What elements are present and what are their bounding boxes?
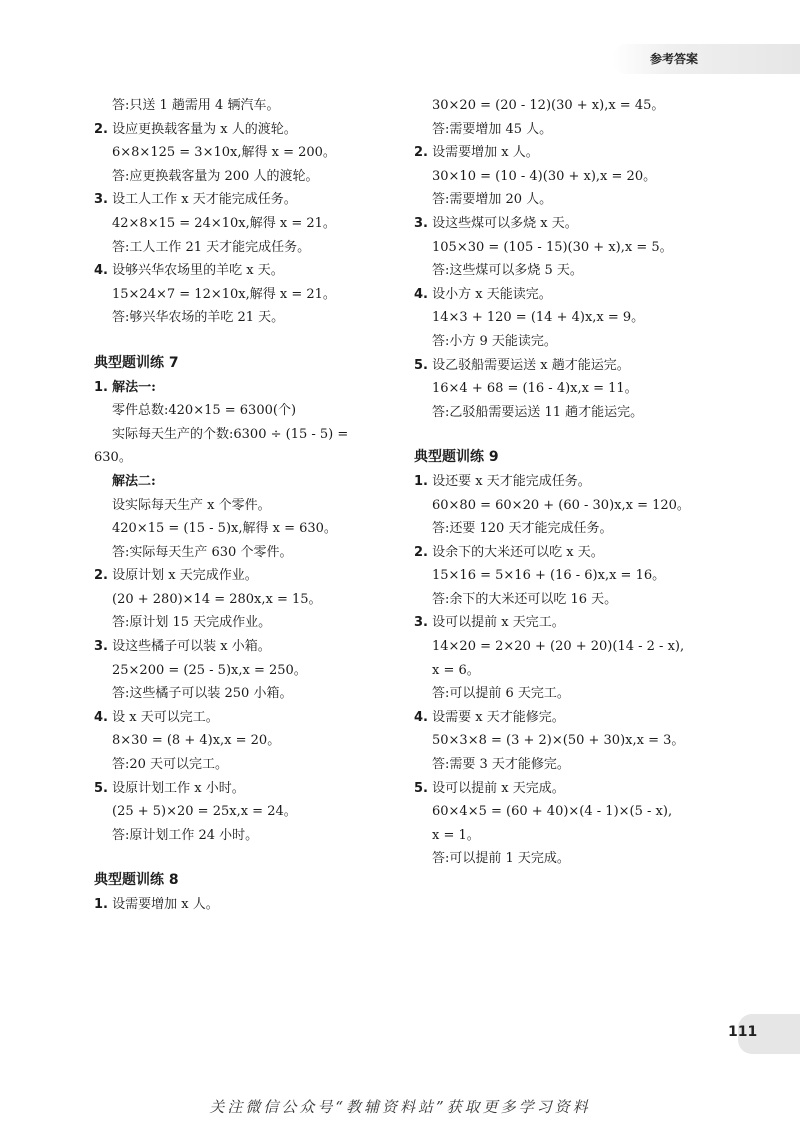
question-line: [94, 777, 434, 801]
question-line: [94, 259, 434, 283]
question-number: 3.: [414, 615, 428, 631]
answer-line: 60×4×5 = (60 + 40)×(4 - 1)×(5 - x),: [432, 804, 673, 820]
answer-line: 6×8×125 = 3×10x,解得 x = 200。: [112, 145, 336, 161]
question-text: 设乙驳船需要运送 x 趟才能运完。: [432, 357, 630, 373]
question-text: 设需要增加 x 人。: [432, 145, 539, 161]
question-text: 解法一:: [112, 379, 156, 395]
question-line: [414, 470, 754, 494]
question-line: [414, 212, 754, 236]
question-line: [94, 118, 434, 142]
answer-line: x = 6。: [432, 662, 480, 678]
answer-line: 420×15 = (15 - 5)x,解得 x = 630。: [112, 521, 337, 537]
question-line: [414, 541, 754, 565]
answer-line: 答:可以提前 1 天完成。: [432, 851, 570, 867]
answer-line: 630。: [94, 450, 132, 466]
footer-watermark: 关注微信公众号“教辅资料站”获取更多学习资料: [209, 1098, 591, 1116]
answer-line: 60×80 = 60×20 + (60 - 30)x,x = 120。: [432, 497, 690, 513]
question-line: [94, 564, 434, 588]
answer-line: 15×24×7 = 12×10x,解得 x = 21。: [112, 286, 336, 302]
answer-line: 答:需要 3 天才能修完。: [432, 757, 570, 773]
question-text: 设还要 x 天才能完成任务。: [432, 473, 591, 489]
section-heading: 典型题训练 9: [414, 449, 499, 466]
question-line: [94, 376, 434, 400]
question-line: [94, 893, 434, 917]
question-number: 4.: [414, 709, 428, 725]
answer-line: 30×10 = (10 - 4)(30 + x),x = 20。: [432, 168, 657, 184]
answer-line: 答:可以提前 6 天完工。: [432, 686, 570, 702]
page-number: 111: [728, 1024, 758, 1040]
answer-line: 答:应更换载客量为 200 人的渡轮。: [112, 168, 319, 184]
question-number: 1.: [94, 897, 108, 912]
answer-line: 答:工人工作 21 天才能完成任务。: [112, 239, 311, 255]
answer-line: 105×30 = (105 - 15)(30 + x),x = 5。: [432, 239, 673, 255]
question-text: 设应更换载客量为 x 人的渡轮。: [112, 121, 297, 137]
question-text: 设这些橘子可以装 x 小箱。: [112, 639, 271, 655]
answer-line: 答:这些橘子可以装 250 小箱。: [112, 686, 293, 702]
answer-line: 答:乙驳船需要运送 11 趟才能运完。: [432, 404, 644, 420]
answer-line: 答:这些煤可以多烧 5 天。: [432, 263, 583, 279]
section-heading: 典型题训练 8: [94, 872, 179, 889]
question-line: [414, 611, 754, 635]
answer-line: 答:原计划 15 天完成作业。: [112, 615, 272, 631]
answer-line: 答:需要增加 20 人。: [432, 192, 553, 208]
question-text: 设原计划 x 天完成作业。: [112, 568, 258, 584]
question-line: [94, 706, 434, 730]
question-number: 4.: [414, 286, 428, 302]
header-bar: [612, 44, 800, 74]
question-text: 设这些煤可以多烧 x 天。: [432, 215, 578, 231]
question-line: [94, 635, 434, 659]
answer-line: 解法二:: [112, 473, 156, 489]
question-text: 设需要 x 天才能修完。: [432, 709, 565, 725]
answer-line: 设实际每天生产 x 个零件。: [112, 497, 271, 513]
answer-line: 答:需要增加 45 人。: [432, 121, 553, 137]
answer-line: 答:还要 120 天才能完成任务。: [432, 521, 613, 537]
question-number: 5.: [414, 357, 428, 373]
answer-line: 答:原计划工作 24 小时。: [112, 827, 259, 843]
answer-line: (20 + 280)×14 = 280x,x = 15。: [112, 591, 322, 607]
question-number: 2.: [414, 544, 428, 560]
answer-line: 答:余下的大米还可以吃 16 天。: [432, 591, 618, 607]
answer-line: 实际每天生产的个数:6300 ÷ (15 - 5) =: [112, 426, 349, 442]
answer-line: 零件总数:420×15 = 6300(个): [112, 403, 297, 419]
answer-line: 答:够兴华农场的羊吃 21 天。: [112, 310, 285, 326]
question-number: 5.: [414, 780, 428, 796]
question-number: 3.: [414, 215, 428, 231]
section-heading: 典型题训练 7: [94, 354, 179, 371]
question-text: 设余下的大米还可以吃 x 天。: [432, 544, 604, 560]
question-number: 3.: [94, 639, 108, 655]
question-line: [414, 777, 754, 801]
answer-line: 答:20 天可以完工。: [112, 757, 229, 773]
question-number: 1.: [414, 473, 428, 489]
question-number: 4.: [94, 263, 108, 279]
left-column: [94, 94, 434, 917]
question-text: 设够兴华农场里的羊吃 x 天。: [112, 263, 284, 279]
answer-line: 15×16 = 5×16 + (16 - 6)x,x = 16。: [432, 568, 666, 584]
answer-line: 8×30 = (8 + 4)x,x = 20。: [112, 733, 281, 749]
question-text: 设可以提前 x 天完工。: [432, 615, 565, 631]
question-line: [94, 188, 434, 212]
answer-line: 14×3 + 120 = (14 + 4)x,x = 9。: [432, 310, 645, 326]
answer-line: 16×4 + 68 = (16 - 4)x,x = 11。: [432, 381, 638, 397]
question-text: 设需要增加 x 人。: [112, 897, 219, 912]
page-header-title: 参考答案: [650, 52, 699, 66]
answer-line: (25 + 5)×20 = 25x,x = 24。: [112, 804, 297, 820]
answer-line: 25×200 = (25 - 5)x,x = 250。: [112, 662, 307, 678]
question-number: 5.: [94, 780, 108, 796]
question-text: 设可以提前 x 天完成。: [432, 780, 565, 796]
question-number: 2.: [414, 145, 428, 161]
right-column: [414, 94, 754, 871]
answer-line: 42×8×15 = 24×10x,解得 x = 21。: [112, 215, 336, 231]
question-text: 设小方 x 天能读完。: [432, 286, 552, 302]
answer-line: x = 1。: [432, 827, 480, 843]
question-line: [414, 283, 754, 307]
question-text: 设 x 天可以完工。: [112, 709, 219, 725]
answer-line: 答:实际每天生产 630 个零件。: [112, 544, 293, 560]
answer-line: 答:小方 9 天能读完。: [432, 333, 557, 349]
answer-line: 答:只送 1 趟需用 4 辆汽车。: [112, 98, 280, 113]
question-number: 3.: [94, 192, 108, 208]
question-number: 2.: [94, 121, 108, 137]
question-text: 设工人工作 x 天才能完成任务。: [112, 192, 297, 208]
question-number: 1.: [94, 379, 108, 395]
question-number: 2.: [94, 568, 108, 584]
question-number: 4.: [94, 709, 108, 725]
answer-line: 50×3×8 = (3 + 2)×(50 + 30)x,x = 3。: [432, 733, 685, 749]
answer-line: 14×20 = 2×20 + (20 + 20)(14 - 2 - x),: [432, 639, 685, 655]
question-line: [414, 706, 754, 730]
question-text: 设原计划工作 x 小时。: [112, 780, 245, 796]
answer-line: 30×20 = (20 - 12)(30 + x),x = 45。: [432, 98, 665, 113]
question-line: [414, 354, 754, 378]
question-line: [414, 141, 754, 165]
